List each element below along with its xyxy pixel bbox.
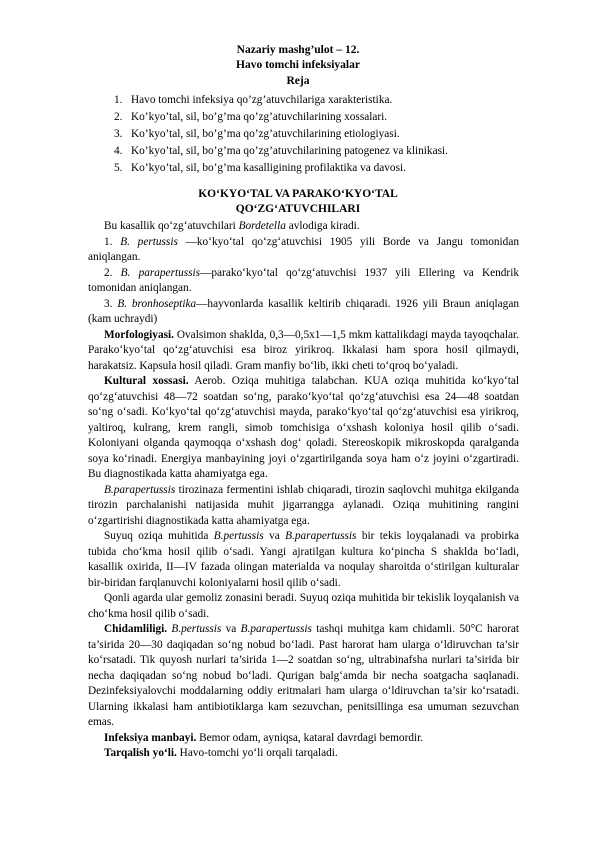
plan-item bbox=[114, 93, 392, 107]
plan-item-text: Ko’kyo’tal, sil, bo’g’ma qo’zg’atuvchilarining patogenez va klinikasi. bbox=[131, 145, 448, 157]
source-label: Infeksiya manbayi. bbox=[104, 731, 197, 744]
species-name: B.parapertussis bbox=[285, 530, 357, 542]
resistance-text: va bbox=[221, 623, 241, 635]
section-heading-line1: KO‘KYO‘TAL VA PARAKO‘KYO‘TAL bbox=[198, 188, 398, 200]
species-name: B.parapertussis bbox=[240, 623, 312, 635]
morphology-label: Morfologiyasi. bbox=[104, 328, 174, 341]
source-text: Bemor odam, ayniqsa, kataral davrdagi bemordir. bbox=[196, 731, 424, 744]
plan-item bbox=[114, 127, 400, 141]
liquid-text: va bbox=[263, 530, 286, 542]
plan-item bbox=[114, 144, 448, 158]
species-description: —parako‘kyo‘tal qo‘zg‘atuvchisi 1937 yili Ellering va Kendrik tomonidan aniqlangan. bbox=[88, 266, 519, 294]
plan-item-text: Havo tomchi infeksiya qo’zg’atuvchilariga xarakteristika. bbox=[131, 94, 393, 106]
resistance-text: tashqi muhitga kam chidamli. 50°C harorat ta’sirida 20—30 daqiqadan so‘ng nobud bo‘ladi. Past harorat ham ularga o‘ldiruvchan ta’sir ko‘rsatadi. Tik quyosh nurlari ta’sirida 1—2 soatdan so‘ng, ultrabinafsha nurlari ta’sirida bir necha daqiqadan so‘ng nobud bo‘ladi. Qurigan balg‘amda bir necha soatgacha saqlanadi. Dezinfeksiyalovchi moddalarning oddiy eritmalari ham ularga o‘ldiruvchan ta’sir ko‘rsatadi. Ularning ikkalasi ham antibiotiklarga kam sezuvchan, penitsillinga esa umuman sezuvchan emas. bbox=[88, 623, 520, 728]
species-name: B. parapertussis bbox=[120, 266, 201, 279]
plan-item-number: 2. bbox=[114, 111, 123, 123]
spread-label: Tarqalish yo‘li. bbox=[104, 747, 177, 759]
plan-item-number: 5. bbox=[114, 162, 123, 174]
plan-item-text: Ko’kyo’tal, sil, bo’g’ma kasalligining profilaktika va davosi. bbox=[131, 162, 406, 174]
spread-text: Havo-tomchi yo‘li orqali tarqaladi. bbox=[176, 747, 338, 759]
species-name: B.pertussis bbox=[171, 623, 222, 635]
parapertussis-text: tirozinaza fermentini ishlab chiqaradi, tirozin saqlovchi muhitga ekilganda tirozin parchalanishi natijasida muhit jigarrangga aylanadi. Oziqa muhitining rangini o‘zgartirishi diagnostikada katta ahamiyatga ega. bbox=[88, 483, 519, 527]
plan-item-number: 4. bbox=[114, 145, 123, 157]
lecture-title: Nazariy mashg’ulot – 12. bbox=[236, 44, 360, 56]
parapertussis-paragraph bbox=[88, 483, 519, 530]
species-name: B. pertussis bbox=[120, 235, 178, 248]
cultural-label: Kultural xossasi. bbox=[104, 375, 189, 387]
species-number: 2. bbox=[104, 266, 121, 279]
species-description: —hayvonlarda kasallik keltirib chiqaradi. 1926 yili Braun aniqlagan (kam uchraydi) bbox=[88, 297, 519, 325]
morphology-paragraph bbox=[88, 328, 519, 375]
morphology-text: Ovalsimon shaklda, 0,3—0,5x1—1,5 mkm kattalikdagi mayda tayoqchalar. Parako‘kyo‘tal qo‘zg‘atuvchisi esa biroz yirikroq. Ikkalasi ham spora hosil qilmaydi, harakatsiz. Kapsula hosil qiladi. Gram manfiy bo‘lib, ikki cheti to‘qroq bo‘yaladi. bbox=[88, 328, 519, 372]
resistance-paragraph bbox=[88, 622, 519, 731]
plan-item-number: 1. bbox=[114, 94, 123, 106]
genus-name: Bordetella bbox=[238, 220, 286, 232]
source-paragraph bbox=[88, 731, 519, 747]
lecture-subtitle: Havo tomchi infeksiyalar bbox=[236, 59, 360, 71]
species-name: B. bronhoseptika bbox=[117, 297, 197, 310]
intro-text-end: avlodiga kiradi. bbox=[285, 220, 360, 232]
intro-text: Bu kasallik qo‘zg‘atuvchilari bbox=[104, 220, 239, 232]
cultural-text: Aerob. Oziqa muhitiga talabchan. KUA oziqa muhitida ko‘kyo‘tal qo‘zg‘atuvchisi 48—72 soatdan so‘ng, parako‘kyo‘tal qo‘zg‘atuvchisi esa 24—48 soatdan so‘ng o‘sadi. Ko‘kyo‘tal qo‘zg‘atuvchisi mayda, parako‘kyo‘tal qo‘zg‘atuvchisi esa yirikroq, yaltiroq, kulrang, krem rangli, simob tomchisiga o‘xshash koloniya hosil qilib o‘sadi. Koloniyani olganda qaymoqqa o‘xshash dog‘ qoladi. Stereoskopik mikroskopda qaralganda soya ko‘rinadi. Energiya manbayining joyi o‘zgartirilganda soya ham o‘z joyini o‘zgartiradi. Bu diagnostikada katta ahamiyatga ega. bbox=[88, 375, 519, 480]
plan-item bbox=[114, 110, 387, 124]
species-name: B.parapertussis bbox=[104, 483, 176, 496]
species-number: 3. bbox=[104, 297, 118, 310]
section-heading-line2: QO‘ZG‘ATUVCHILARI bbox=[235, 203, 361, 215]
species-name: B.pertussis bbox=[213, 530, 264, 542]
liquid-text: Suyuq oziqa muhitida bbox=[104, 530, 214, 542]
blood-agar-paragraph: Qonli agarda ular gemoliz zonasini beradi. Suyuq oziqa muhitida bir tekislik loyqalanish va cho‘kma hosil qilib o‘sadi. bbox=[88, 592, 519, 620]
resistance-label: Chidamliligi. bbox=[104, 623, 168, 635]
liquid-text: bir tekis loyqalanadi va probirka tubida cho‘kma hosil qilib o‘sadi. Yangi ajratilgan kultura ko‘pincha S shaklda bo‘ladi, kasallik oxirida, II—IV fazada olingan materialda va noqulay sharoitda o‘stirilgan kulturalar bir-biridan farqlanuvchi koloniyalarni hosil qilib o‘sadi. bbox=[88, 530, 519, 589]
species-number: 1. bbox=[104, 235, 121, 248]
intro-paragraph bbox=[88, 219, 519, 235]
cultural-paragraph bbox=[88, 374, 519, 483]
plan-heading: Reja bbox=[286, 75, 310, 87]
species-description: —ko‘kyo‘tal qo‘zg‘atuvchisi 1905 yili Borde va Jangu tomonidan aniqlangan. bbox=[88, 235, 519, 263]
species-item bbox=[88, 266, 519, 297]
species-item bbox=[88, 297, 519, 328]
liquid-medium-paragraph bbox=[88, 529, 519, 591]
body-text bbox=[88, 219, 519, 762]
plan-item-number: 3. bbox=[114, 128, 123, 140]
plan-item-text: Ko’kyo’tal, sil, bo’g’ma qo’zg’atuvchilarining xossalari. bbox=[131, 111, 388, 123]
plan-item-text: Ko’kyo’tal, sil, bo’g’ma qo’zg’atuvchilarining etiologiyasi. bbox=[131, 128, 400, 140]
spread-paragraph bbox=[88, 746, 519, 762]
plan-item bbox=[114, 161, 406, 175]
species-item bbox=[88, 235, 519, 266]
